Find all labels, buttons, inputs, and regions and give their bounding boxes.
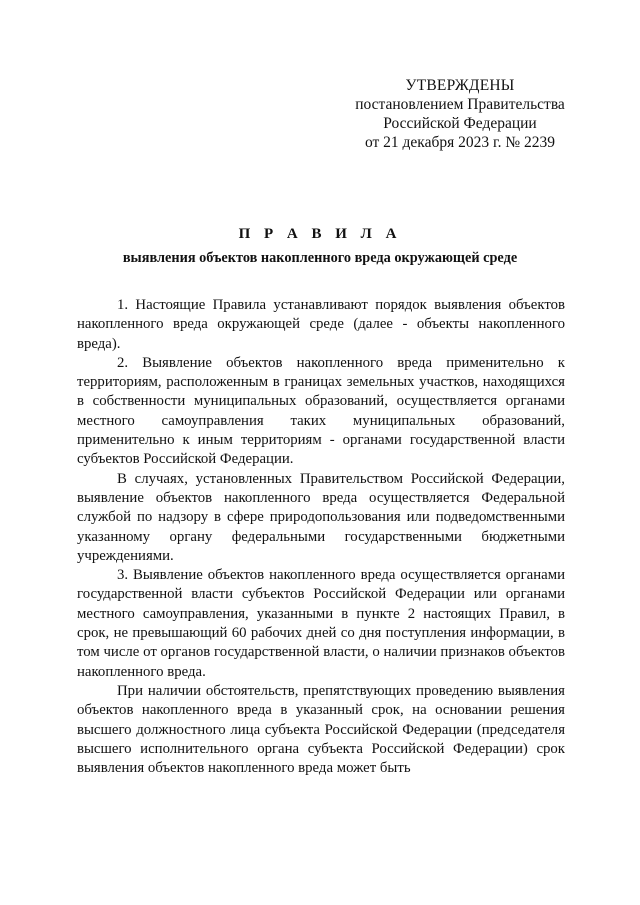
approval-line-3: от 21 декабря 2023 г. № 2239 [364, 134, 556, 151]
approval-line-2: Российской Федерации [383, 115, 537, 132]
document-title: П Р А В И Л А [238, 226, 402, 242]
approval-line-1: постановлением Правительства [355, 96, 565, 113]
paragraph-3: В случаях, установленных Правительством Российской Федерации, выявление объектов накопленного вреда осуществляется Федеральной службой по надзору в сфере природопользования или подведомственными указанному органу федеральными государственными бюджетными учреждениями. [77, 470, 565, 564]
document-subtitle: выявления объектов накопленного вреда окружающей среде [122, 250, 518, 266]
paragraph-4: 3. Выявление объектов накопленного вреда осуществляется органами государственной власти субъектов Российской Федерации или органами местного самоуправления, указанными в пункте 2 настоящих Правил, в срок, не превышающий 60 рабочих дней со дня поступления информации, в том числе от органов государственной власти, о наличии признаков объектов накопленного вреда. [77, 567, 565, 680]
approval-block [330, 76, 590, 152]
approval-heading: УТВЕРЖДЕНЫ [405, 77, 515, 94]
paragraph-1: 1. Настоящие Правила устанавливают порядок выявления объектов накопленного вреда окружающей среде (далее - объекты накопленного вреда). [77, 297, 565, 352]
paragraph-5: При наличии обстоятельств, препятствующих проведению выявления объектов накопленного вреда в указанный срок, на основании решения высшего должностного лица субъекта Российской Федерации (председателя высшего исполнительного органа субъекта Российской Федерации) срок выявления объектов накопленного вреда может быть [77, 682, 565, 777]
document-body [77, 296, 565, 778]
paragraph-2: 2. Выявление объектов накопленного вреда применительно к территориям, расположенным в границах земельных участков, находящихся в собственности муниципальных образований, осуществляется органами местного самоуправления таких муниципальных образований, применительно к иным территориям - органами государственной власти субъектов Российской Федерации. [77, 354, 565, 468]
